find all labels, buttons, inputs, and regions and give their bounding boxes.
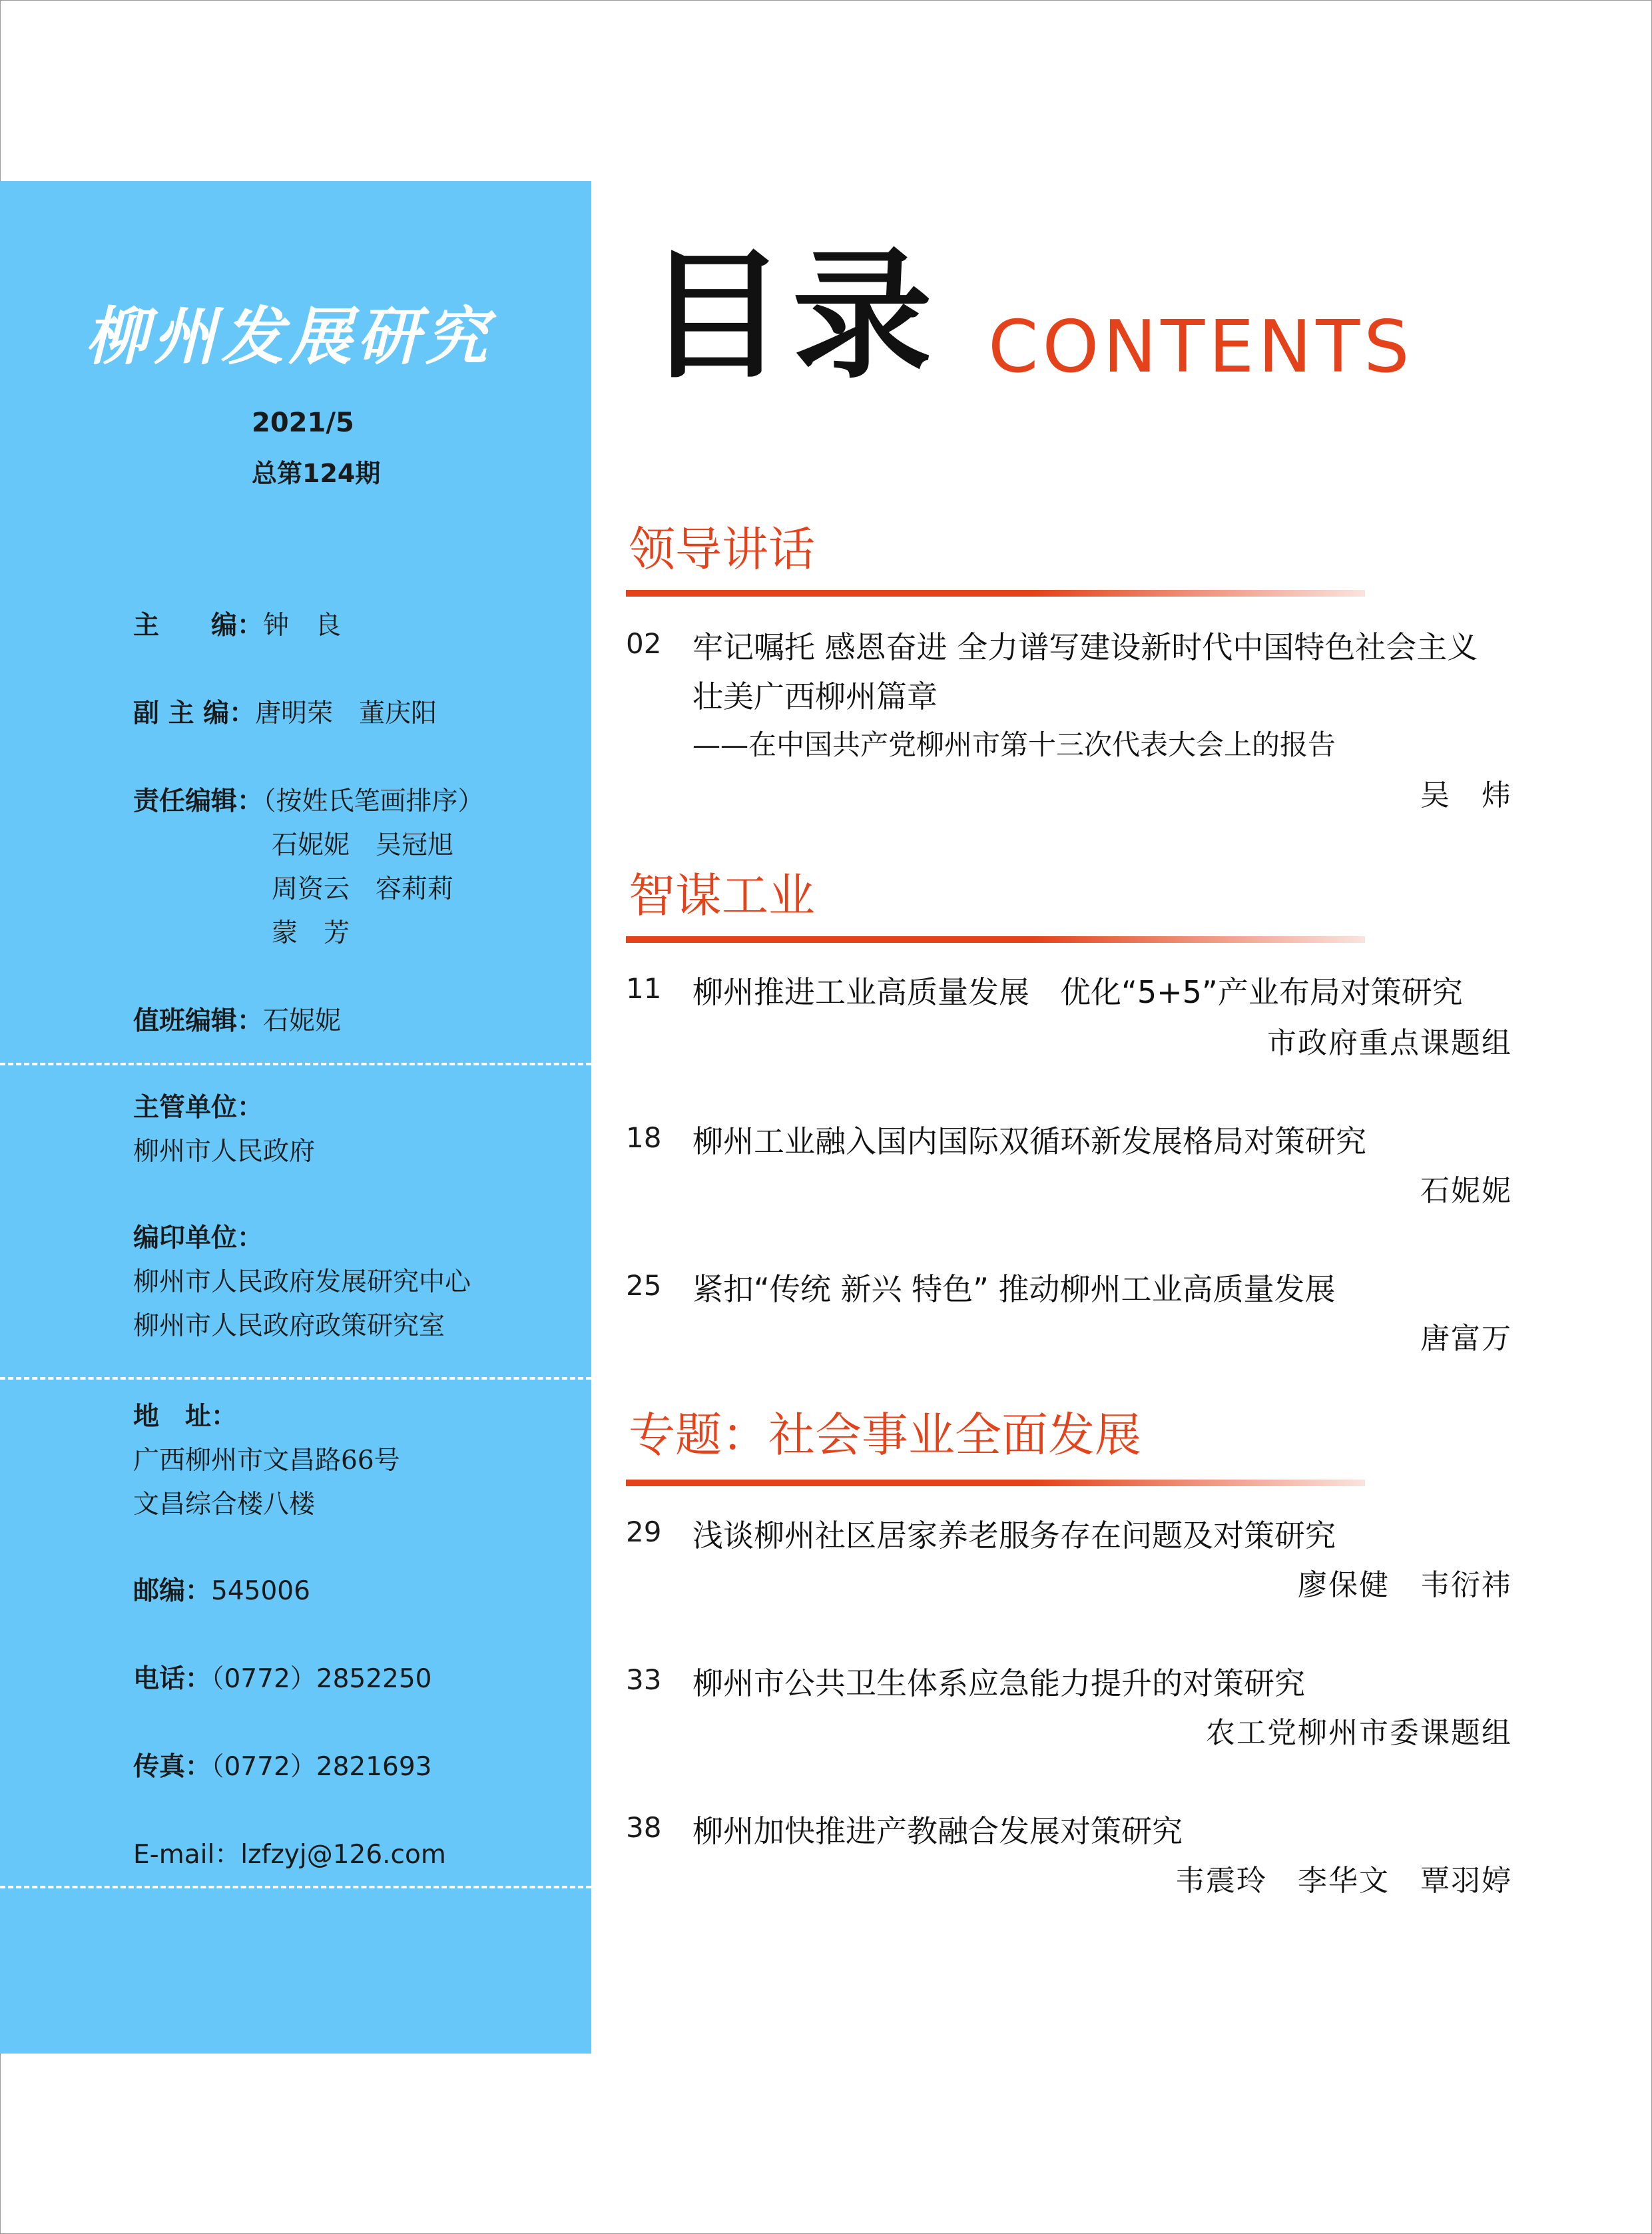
entry-title-line2[interactable]: 壮美广西柳州篇章 [692,679,938,714]
publisher-line2: 柳州市人民政府政策研究室 [133,1311,445,1341]
supervisor: 柳州市人民政府 [133,1137,316,1167]
entry-author: 韦震玲 李华文 覃羽婷 [1175,1864,1512,1898]
resp-editors-row [133,788,484,814]
address-label: 地 址： [133,1402,238,1432]
postcode: 545006 [211,1576,310,1606]
entry-page-number: 18 [626,1121,662,1154]
duty-editor-row [133,1008,341,1034]
duty-editor: 石妮妮 [263,1006,342,1036]
entry-subtitle: ——在中国共产党柳州市第十三次代表大会上的报告 [692,728,1336,761]
deputy-editor-label: 副 主 编： [133,698,256,728]
phone-label: 电话： [133,1664,212,1694]
resp-editors-label: 责任编辑： [133,786,264,816]
email-label: E-mail： [133,1840,241,1870]
deputy-editor: 唐明荣 董庆阳 [255,698,437,728]
publisher-label: 编印单位： [133,1223,264,1253]
resp-editors-line1: 石妮妮 吴冠旭 [272,830,454,860]
resp-editors-line3: 蒙 芳 [272,918,350,948]
chief-editor-row [133,613,341,639]
phone-row [133,1666,431,1692]
entry-title[interactable]: 柳州工业融入国内国际双循环新发展格局对策研究 [692,1123,1366,1159]
supervisor-label: 主管单位： [133,1093,264,1123]
entry-page-number: 33 [626,1663,662,1696]
section-heading-social: 专题：社会事业全面发展 [629,1408,1141,1462]
divider-1 [0,1063,591,1065]
entry-page-number: 38 [626,1811,662,1844]
email-link[interactable]: lzfzyj@126.com [240,1840,446,1870]
entry-page-number: 25 [626,1269,662,1302]
duty-editor-label: 值班编辑： [133,1006,264,1036]
contents-title-en: CONTENTS [988,306,1414,389]
journal-name: 柳州发展研究 [85,300,493,374]
address-line1: 广西柳州市文昌路66号 [133,1446,400,1476]
section-heading-industry: 智谋工业 [629,868,815,923]
contents-title-cn: 目录 [646,234,940,398]
deputy-editor-row [133,700,437,726]
divider-3 [0,1886,591,1888]
section-underline [626,1480,1365,1486]
fax: （0772）2821693 [211,1752,432,1782]
entry-page-number: 02 [626,627,662,660]
fax-label: 传真： [133,1752,212,1782]
entry-author: 廖保健 韦衍祎 [1298,1568,1512,1602]
resp-editors-line2: 周资云 容莉莉 [272,874,454,904]
issue-year: 2021/5 [252,408,354,438]
entry-author: 唐富万 [1420,1322,1512,1356]
entry-author: 吴 炜 [1420,778,1512,812]
entry-title[interactable]: 柳州推进工业高质量发展 优化“5+5”产业布局对策研究 [692,974,1463,1010]
chief-editor: 钟 良 [263,611,342,641]
divider-2 [0,1377,591,1380]
email-row [133,1842,446,1868]
masthead-panel [0,181,591,2054]
publisher-line1: 柳州市人民政府发展研究中心 [133,1267,471,1297]
section-underline [626,936,1365,943]
entry-title[interactable]: 牢记嘱托 感恩奋进 全力谱写建设新时代中国特色社会主义 [692,629,1478,665]
chief-editor-label: 主 编： [133,611,264,641]
address-line2: 文昌综合楼八楼 [133,1490,316,1520]
section-heading-leader-speech: 领导讲话 [629,522,815,577]
entry-author: 石妮妮 [1420,1174,1512,1208]
entry-title[interactable]: 浅谈柳州社区居家养老服务存在问题及对策研究 [692,1518,1336,1553]
entry-title[interactable]: 柳州市公共卫生体系应急能力提升的对策研究 [692,1665,1305,1701]
entry-author: 农工党柳州市委课题组 [1206,1716,1512,1750]
postcode-row [133,1578,310,1604]
fax-row [133,1754,431,1780]
phone: （0772）2852250 [211,1664,432,1694]
entry-title[interactable]: 柳州加快推进产教融合发展对策研究 [692,1813,1183,1849]
resp-editors-note: （按姓氏笔画排序） [263,786,484,816]
entry-page-number: 29 [626,1516,662,1548]
entry-title[interactable]: 紧扣“传统 新兴 特色” 推动柳州工业高质量发展 [692,1271,1336,1307]
issue-number: 总第124期 [252,459,381,488]
entry-page-number: 11 [626,972,662,1005]
postcode-label: 邮编： [133,1576,212,1606]
entry-author: 市政府重点课题组 [1267,1026,1512,1060]
section-underline [626,590,1365,597]
